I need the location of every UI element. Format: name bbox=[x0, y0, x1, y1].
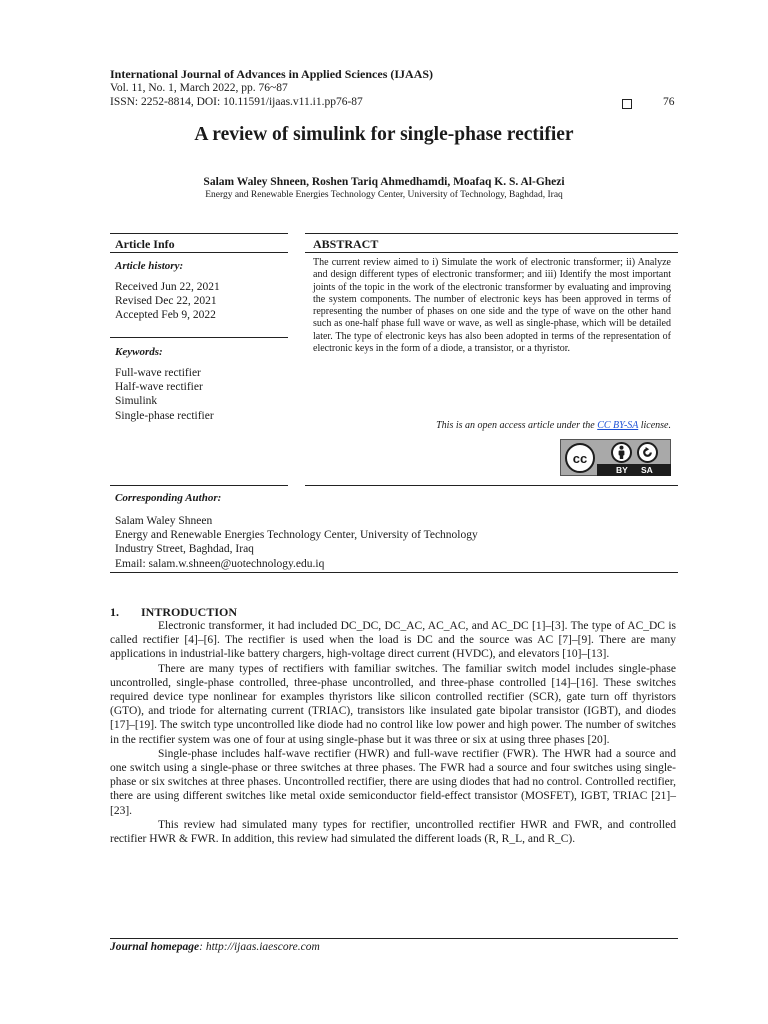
section-title: INTRODUCTION bbox=[141, 605, 238, 619]
article-history-list bbox=[115, 280, 220, 323]
section-number: 1. bbox=[110, 605, 119, 619]
square-icon bbox=[622, 99, 632, 109]
badge-sa-label: SA bbox=[641, 465, 653, 475]
divider bbox=[110, 485, 288, 486]
article-info-heading: Article Info bbox=[115, 237, 175, 251]
history-received: Received Jun 22, 2021 bbox=[115, 281, 220, 293]
issn-line: ISSN: 2252-8814, DOI: 10.11591/ijaas.v11.i1.pp76-87 bbox=[110, 96, 363, 108]
open-access-text: This is an open access article under the bbox=[436, 420, 598, 431]
keyword-item: Simulink bbox=[115, 395, 158, 408]
abstract-text: The current review aimed to i) Simulate the work of electronic transformer; ii) Analyze and design different types of electronic transformer; and iii) Identify the most important joints of the topic in the work of the electronic transformer by evaluating and improving the system components. The number of electronic keys has been approved in terms of representing the number of phases on one side and the type of wave on the other hand such as one-half phase full wave or wave, as well as single-phase, which will be detailed later. The type of electronic keys has also been adopted in terms of the representation of electronic keys in the form of a diode, a transistor, or a thyristor. bbox=[313, 257, 671, 355]
section-heading bbox=[110, 605, 237, 620]
corresponding-author-details bbox=[115, 514, 478, 571]
author-email: Email: salam.w.shneen@uotechnology.edu.iq bbox=[115, 557, 325, 570]
affiliation: Energy and Renewable Energies Technology Center, University of Technology, Baghdad, Iraq bbox=[205, 190, 563, 200]
abstract-heading: ABSTRACT bbox=[313, 237, 379, 251]
author-list: Salam Waley Shneen, Roshen Tariq Ahmedhamdi, Moafaq K. S. Al-Ghezi bbox=[203, 176, 565, 188]
page-number: 76 bbox=[663, 96, 675, 108]
volume-line: Vol. 11, No. 1, March 2022, pp. 76~87 bbox=[110, 82, 288, 94]
keyword-item: Single-phase rectifier bbox=[115, 409, 214, 422]
paragraph: This review had simulated many types for rectifier, uncontrolled rectifier HWR and FWR, and controlled rectifier HWR & FWR. In addition, this review had simulated the different loads (R, R_L, and R_C). bbox=[110, 818, 676, 846]
cc-license-badge[interactable] bbox=[560, 439, 671, 476]
divider bbox=[305, 252, 678, 253]
homepage-url[interactable]: http://ijaas.iaescore.com bbox=[205, 941, 320, 953]
share-alike-icon bbox=[637, 442, 658, 463]
divider bbox=[110, 233, 288, 234]
homepage-label: Journal homepage bbox=[110, 941, 200, 953]
introduction-body bbox=[110, 619, 676, 846]
keyword-item: Half-wave rectifier bbox=[115, 381, 203, 394]
article-history-label: Article history: bbox=[115, 260, 184, 272]
badge-by-label: BY bbox=[616, 465, 628, 475]
paper-title: A review of simulink for single-phase rectifier bbox=[194, 124, 574, 145]
keywords-list bbox=[115, 366, 214, 423]
divider bbox=[305, 485, 678, 486]
divider bbox=[305, 233, 678, 234]
author-name: Salam Waley Shneen bbox=[115, 515, 213, 527]
divider bbox=[110, 337, 288, 338]
paragraph: There are many types of rectifiers with familiar switches. The familiar switch model includes single-phase uncontrolled, single-phase controlled, three-phase uncontrolled, and three-phase controlled [14]–[16]. These switches required device type nonlinear for examples thyristors like silicon controlled rectifier (SCR), gate turn off thyristors (GTO), and triode for alternating current (TRIAC), transistors like insulated gate bipolar transistor (IGBT), and diodes [17]–[19]. The switch type uncontrolled like diode had no control like low power and high power. The number of switches in the rectifier system was one of four at using single-phase but it was three or six at using three phases [20]. bbox=[110, 662, 676, 746]
cc-icon: cc bbox=[565, 443, 595, 473]
divider bbox=[110, 572, 678, 573]
attribution-icon bbox=[615, 445, 628, 460]
divider bbox=[110, 252, 288, 253]
divider bbox=[110, 938, 678, 939]
cc-by-sa-link[interactable]: CC BY-SA bbox=[597, 420, 639, 431]
author-address: Industry Street, Baghdad, Iraq bbox=[115, 543, 254, 556]
history-accepted: Accepted Feb 9, 2022 bbox=[115, 309, 216, 322]
history-revised: Revised Dec 22, 2021 bbox=[115, 295, 217, 308]
author-affiliation: Energy and Renewable Energies Technology Center, University of Technology bbox=[115, 529, 478, 542]
badge-strip bbox=[597, 464, 671, 476]
paragraph: Single-phase includes half-wave rectifier (HWR) and full-wave rectifier (FWR). The HWR had a source and one switch using a single-phase or three switches at three phases. The FWR had a source and four switches using single-phase or six switches at three phases. Uncontrolled rectifier, there are using diodes that had no control. Controlled rectifier, there are using different switches like metal oxide semiconductor field-effect transistor (MOSFET), IGBT, TRIAC [21]–[23]. bbox=[110, 747, 676, 817]
journal-homepage bbox=[110, 941, 320, 953]
open-access-text-end: license. bbox=[638, 420, 671, 431]
share-alike-symbol bbox=[641, 446, 654, 459]
paragraph: Electronic transformer, it had included DC_DC, DC_AC, AC_AC, and AC_DC [1]–[3]. The type of AC_DC is called rectifier [4]–[6]. The rectifier is used when the load is DC and the source was AC [7]–[9]. There are many applications in industrial-like battery chargers, high-voltage direct current (HVDC), and elevators [10]–[13]. bbox=[110, 620, 676, 661]
keywords-label: Keywords: bbox=[115, 346, 163, 358]
homepage-colon: : bbox=[199, 941, 206, 953]
journal-name: International Journal of Advances in Applied Sciences (IJAAS) bbox=[110, 67, 434, 81]
corresponding-author-label: Corresponding Author: bbox=[115, 492, 222, 504]
keyword-item: Full-wave rectifier bbox=[115, 367, 201, 379]
open-access-note bbox=[313, 420, 671, 431]
person-icon bbox=[611, 442, 632, 463]
